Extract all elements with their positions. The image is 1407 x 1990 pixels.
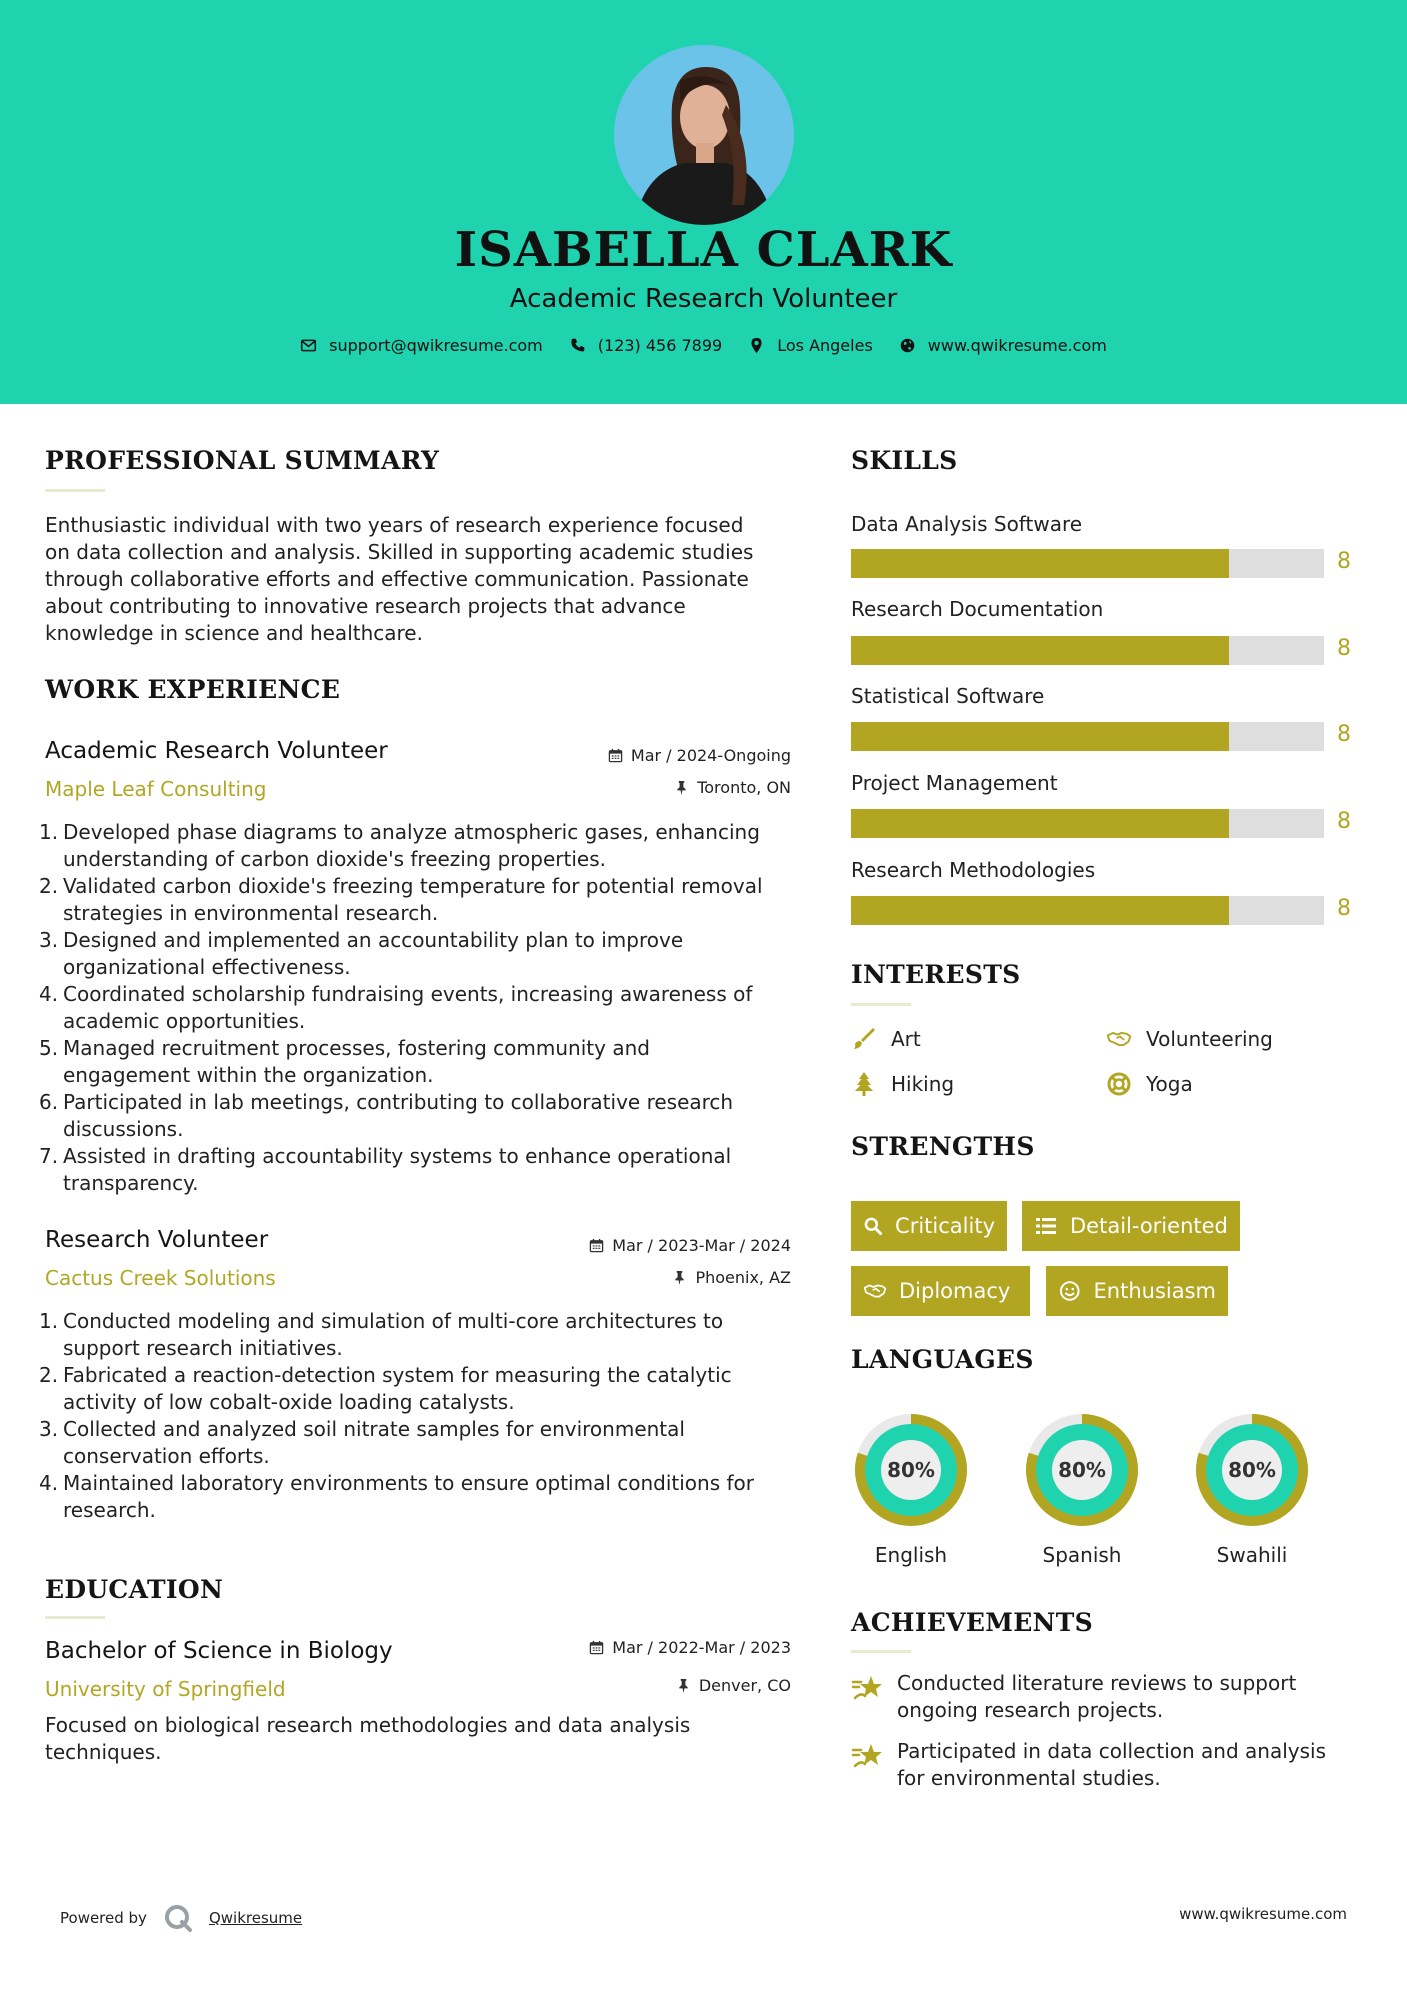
skill-bar [851, 636, 1324, 665]
tree-icon [851, 1071, 877, 1097]
achievement-line: Participated in data collection and analysis [897, 1739, 1327, 1763]
list-item: 2. Fabricated a reaction-detection system for measuring the catalytic activity of low cobalt-oxide loading catalysts. [39, 1363, 732, 1414]
achievement-line: ongoing research projects. [897, 1698, 1164, 1722]
interest-label: Yoga [1146, 1072, 1193, 1096]
language-donut [1191, 1409, 1313, 1531]
interest-item [1106, 1071, 1193, 1097]
smile-icon [1058, 1279, 1082, 1303]
skill-score: 8 [1337, 549, 1351, 574]
languages-heading: LANGUAGES [851, 1345, 1034, 1374]
strengths-heading: STRENGTHS [851, 1132, 1035, 1161]
qwikresume-link[interactable]: Qwikresume [208, 1909, 303, 1927]
dates-text: Mar / 2023-Mar / 2024 [612, 1236, 791, 1255]
job-dates [540, 746, 791, 765]
skill-bar-fill [851, 722, 1229, 751]
calendar-icon [589, 1640, 604, 1655]
summary-text [45, 512, 805, 647]
education-line: techniques. [45, 1740, 162, 1764]
summary-heading: PROFESSIONAL SUMMARY [45, 446, 440, 475]
strength-badge [851, 1201, 1007, 1251]
handshake-icon [1106, 1026, 1132, 1052]
company-name: Cactus Creek Solutions [45, 1266, 276, 1290]
language-donut [850, 1409, 972, 1531]
footer-powered-by [60, 1903, 302, 1933]
footer-website-link[interactable]: www.qwikresume.com [1179, 1905, 1347, 1923]
language-percent: 80% [1228, 1458, 1276, 1482]
contact-location [748, 336, 873, 355]
skill-name: Research Documentation [851, 597, 1104, 621]
lifebuoy-icon [1106, 1071, 1132, 1097]
experience-heading: WORK EXPERIENCE [45, 675, 341, 704]
contact-bar [0, 336, 1407, 355]
achievement-item [851, 1670, 1351, 1724]
language-name: English [874, 1543, 948, 1567]
strength-badge [1022, 1201, 1240, 1251]
list-item: 4. Coordinated scholarship fundraising events, increasing awareness of academic opportunities. [39, 982, 753, 1033]
strength-badge [1046, 1266, 1228, 1316]
star-badge-icon [851, 1740, 883, 1772]
school-name: University of Springfield [45, 1677, 286, 1701]
list-item: 2. Validated carbon dioxide's freezing temperature for potential removal strategies in environmental research. [39, 874, 763, 925]
education-description [45, 1712, 805, 1766]
dates-text: Mar / 2024-Ongoing [630, 746, 791, 765]
star-badge-icon [851, 1672, 883, 1704]
list-item: 3. Collected and analyzed soil nitrate samples for environmental conservation efforts. [39, 1417, 685, 1468]
phone-text: (123) 456 7899 [597, 336, 723, 355]
email-text: support@qwikresume.com [329, 336, 543, 355]
skill-bar-fill [851, 896, 1229, 925]
list-item: 4. Maintained laboratory environments to ensure optimal conditions for research. [39, 1471, 754, 1522]
job-location [540, 778, 791, 797]
achievement-text [897, 1670, 1296, 1724]
skill-bar [851, 809, 1324, 838]
summary-line: knowledge in science and healthcare. [45, 621, 423, 645]
skill-bar [851, 896, 1324, 925]
list-item: 5. Managed recruitment processes, fostering community and engagement within the organization. [39, 1036, 650, 1087]
education-line: Focused on biological research methodologies and data analysis [45, 1713, 691, 1737]
summary-line: Enthusiastic individual with two years of research experience focused [45, 513, 744, 537]
skills-heading: SKILLS [851, 446, 958, 475]
envelope-icon [300, 337, 317, 354]
interests-heading: INTERESTS [851, 960, 1021, 989]
strength-badge [851, 1266, 1030, 1316]
resume-header [0, 0, 1407, 404]
list-item: 3. Designed and implemented an accountability plan to improve organizational effectiveness. [39, 928, 684, 979]
education-dates [540, 1638, 791, 1657]
strength-label: Diplomacy [899, 1279, 1011, 1303]
achievement-text [897, 1738, 1326, 1792]
job-title: Research Volunteer [45, 1227, 269, 1253]
skill-score: 8 [1337, 722, 1351, 747]
summary-line: on data collection and analysis. Skilled in supporting academic studies [45, 540, 754, 564]
phone-icon [569, 337, 586, 354]
degree-title: Bachelor of Science in Biology [45, 1638, 393, 1664]
language-percent: 80% [887, 1458, 935, 1482]
pushpin-icon [672, 1270, 687, 1285]
powered-by-text: Powered by [60, 1909, 147, 1927]
skill-name: Research Methodologies [851, 858, 1096, 882]
paintbrush-icon [851, 1026, 877, 1052]
website-text: www.qwikresume.com [927, 336, 1107, 355]
contact-email[interactable] [300, 336, 543, 355]
location-text: Denver, CO [698, 1676, 791, 1695]
language-donut [1021, 1409, 1143, 1531]
achievements-underline [851, 1650, 911, 1653]
profile-photo [614, 45, 794, 225]
interest-item [1106, 1026, 1273, 1052]
interests-underline [851, 1003, 911, 1006]
language-name: Spanish [1042, 1543, 1122, 1567]
achievements-heading: ACHIEVEMENTS [851, 1608, 1093, 1637]
skill-bar-fill [851, 809, 1229, 838]
skill-bar [851, 549, 1324, 578]
interest-label: Art [891, 1027, 921, 1051]
strength-label: Criticality [895, 1214, 995, 1238]
contact-phone[interactable] [569, 336, 722, 355]
contact-website[interactable] [899, 336, 1107, 355]
location-text: Phoenix, AZ [695, 1268, 791, 1287]
job-duties-list [39, 1308, 805, 1524]
achievement-line: Conducted literature reviews to support [897, 1671, 1297, 1695]
location-text: Toronto, ON [697, 778, 791, 797]
person-portrait-icon [614, 45, 794, 225]
education-location [540, 1676, 791, 1695]
search-icon [863, 1214, 883, 1238]
job-location [540, 1268, 791, 1287]
interest-item [851, 1026, 921, 1052]
job-title: Academic Research Volunteer [45, 738, 388, 764]
summary-underline [45, 489, 105, 492]
skill-name: Data Analysis Software [851, 512, 1083, 536]
calendar-icon [608, 748, 623, 763]
job-duties-list [39, 819, 805, 1197]
achievement-item [851, 1738, 1351, 1792]
language-item [1021, 1409, 1143, 1567]
pushpin-icon [674, 780, 689, 795]
interest-label: Volunteering [1146, 1027, 1273, 1051]
list-item: 1. Developed phase diagrams to analyze atmospheric gases, enhancing understanding of carbon dioxide's freezing properties. [39, 820, 760, 871]
language-item [850, 1409, 972, 1567]
strength-label: Detail-oriented [1070, 1214, 1228, 1238]
skill-score: 8 [1337, 636, 1351, 661]
achievement-line: for environmental studies. [897, 1766, 1161, 1790]
skill-score: 8 [1337, 809, 1351, 834]
skill-bar [851, 722, 1324, 751]
qwikresume-logo-icon [163, 1903, 193, 1933]
summary-line: through collaborative efforts and effective communication. Passionate [45, 567, 749, 591]
education-heading: EDUCATION [45, 1575, 224, 1604]
globe-icon [899, 337, 916, 354]
pushpin-icon [676, 1678, 691, 1693]
summary-line: about contributing to innovative research projects that advance [45, 594, 686, 618]
job-dates [540, 1236, 791, 1255]
location-text: Los Angeles [777, 336, 873, 355]
candidate-name: ISABELLA CLARK [454, 222, 953, 278]
candidate-role: Academic Research Volunteer [509, 284, 898, 314]
list-item: 1. Conducted modeling and simulation of multi-core architectures to support research initiatives. [39, 1309, 724, 1360]
company-name: Maple Leaf Consulting [45, 777, 267, 801]
list-item: 7. Assisted in drafting accountability systems to enhance operational transparency. [39, 1144, 732, 1195]
interest-label: Hiking [891, 1072, 955, 1096]
handshake-icon [863, 1279, 887, 1303]
language-percent: 80% [1058, 1458, 1106, 1482]
skill-bar-fill [851, 636, 1229, 665]
skill-bar-fill [851, 549, 1229, 578]
dates-text: Mar / 2022-Mar / 2023 [612, 1638, 791, 1657]
calendar-icon [589, 1238, 604, 1253]
language-name: Swahili [1216, 1543, 1288, 1567]
map-pin-icon [748, 337, 765, 354]
list-item: 6. Participated in lab meetings, contributing to collaborative research discussions. [39, 1090, 734, 1141]
education-underline [45, 1616, 105, 1619]
language-item [1191, 1409, 1313, 1567]
skill-name: Statistical Software [851, 684, 1045, 708]
interest-item [851, 1071, 954, 1097]
list-icon [1034, 1214, 1058, 1238]
skill-name: Project Management [851, 771, 1058, 795]
skill-score: 8 [1337, 896, 1351, 921]
strength-label: Enthusiasm [1093, 1279, 1216, 1303]
